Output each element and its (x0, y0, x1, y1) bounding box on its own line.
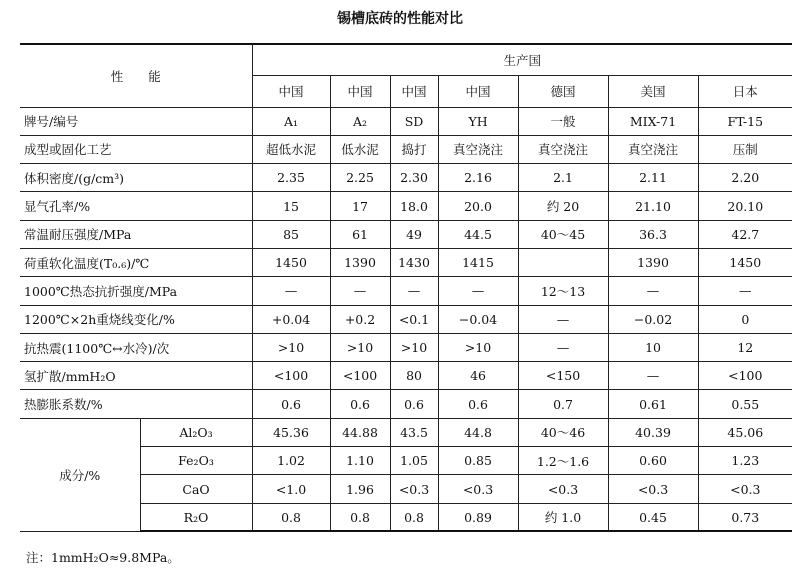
table-cell: 44.8 (438, 418, 518, 446)
table-cell: 61 (330, 220, 390, 248)
table-cell: <100 (698, 362, 792, 390)
property-label: 热膨胀系数/% (20, 390, 252, 418)
table-cell: 40.39 (608, 418, 698, 446)
table-cell: 低水泥 (330, 135, 390, 163)
table-cell: 2.20 (698, 164, 792, 192)
table-cell: 12 (698, 333, 792, 361)
table-cell: <0.1 (390, 305, 438, 333)
table-row (20, 164, 792, 192)
table-cell: 21.10 (608, 192, 698, 220)
table-cell: <0.3 (438, 475, 518, 503)
table-cell: 2.30 (390, 164, 438, 192)
table-cell: 1.10 (330, 447, 390, 475)
table-cell: 42.7 (698, 220, 792, 248)
table-cell: 0.6 (390, 390, 438, 418)
table-cell: 1390 (608, 248, 698, 276)
property-label: 显气孔率/% (20, 192, 252, 220)
property-label: 体积密度/(g/cm³) (20, 164, 252, 192)
property-label: 抗热震(1100℃↔水冷)/次 (20, 333, 252, 361)
table-cell: 约 1.0 (518, 503, 608, 531)
table-row (20, 362, 792, 390)
table-cell: 1450 (252, 248, 330, 276)
table-row (20, 418, 792, 446)
table-cell: 10 (608, 333, 698, 361)
table-cell: 85 (252, 220, 330, 248)
table-cell: — (698, 277, 792, 305)
table-cell: 压制 (698, 135, 792, 163)
table-cell: +0.04 (252, 305, 330, 333)
country-header: 德国 (518, 75, 608, 107)
component-label: CaO (140, 475, 252, 503)
table-cell: 45.06 (698, 418, 792, 446)
table-cell: 0.55 (698, 390, 792, 418)
table-cell: −0.04 (438, 305, 518, 333)
table-cell: — (330, 277, 390, 305)
table-cell: 0.89 (438, 503, 518, 531)
table-cell: 0.8 (390, 503, 438, 531)
table-cell (518, 248, 608, 276)
table-cell: 0.6 (438, 390, 518, 418)
table-cell: <150 (518, 362, 608, 390)
table-cell: 44.5 (438, 220, 518, 248)
table-cell: 15 (252, 192, 330, 220)
table-cell: <0.3 (390, 475, 438, 503)
table-cell: 45.36 (252, 418, 330, 446)
table-cell: 0.7 (518, 390, 608, 418)
table-cell: 真空浇注 (518, 135, 608, 163)
table-cell: — (518, 333, 608, 361)
table-row (20, 107, 792, 135)
table-cell: — (608, 362, 698, 390)
table-row (20, 248, 792, 276)
table-cell: 0.6 (330, 390, 390, 418)
table-title: 锡槽底砖的性能对比 (337, 11, 463, 27)
table-cell: SD (390, 107, 438, 135)
table-cell: A₂ (330, 107, 390, 135)
table-cell: A₁ (252, 107, 330, 135)
footnote: 注：1mmH₂O≈9.8MPa。 (26, 550, 180, 565)
table-cell: 2.25 (330, 164, 390, 192)
table-cell: 1.2～1.6 (518, 447, 608, 475)
table-cell: 49 (390, 220, 438, 248)
table-cell: 40～45 (518, 220, 608, 248)
table-cell: 0.8 (252, 503, 330, 531)
table-cell: — (252, 277, 330, 305)
table-row (20, 390, 792, 418)
country-header: 中国 (438, 75, 518, 107)
table-row (20, 333, 792, 361)
table-cell: 1.23 (698, 447, 792, 475)
table-cell: −0.02 (608, 305, 698, 333)
table-cell: 1.02 (252, 447, 330, 475)
table-cell: 43.5 (390, 418, 438, 446)
property-label: 荷重软化温度(T₀.₆)/℃ (20, 248, 252, 276)
table-cell: 1.05 (390, 447, 438, 475)
table-cell: 约 20 (518, 192, 608, 220)
table-cell: 捣打 (390, 135, 438, 163)
country-header: 中国 (330, 75, 390, 107)
table-cell: <100 (252, 362, 330, 390)
table-cell: 真空浇注 (438, 135, 518, 163)
table-row (20, 305, 792, 333)
table-cell: 超低水泥 (252, 135, 330, 163)
table-cell: 1.96 (330, 475, 390, 503)
property-label: 牌号/编号 (20, 107, 252, 135)
table-cell: >10 (330, 333, 390, 361)
table-cell: 80 (390, 362, 438, 390)
property-header: 性 能 (20, 44, 252, 107)
component-label: R₂O (140, 503, 252, 531)
property-label: 成型或固化工艺 (20, 135, 252, 163)
table-cell: 2.11 (608, 164, 698, 192)
table-row (20, 220, 792, 248)
table-cell: — (438, 277, 518, 305)
table-row (20, 135, 792, 163)
composition-label: 成分/% (20, 418, 140, 531)
table-cell: 36.3 (608, 220, 698, 248)
table-cell: — (390, 277, 438, 305)
table-cell: 0.6 (252, 390, 330, 418)
table-cell: 12～13 (518, 277, 608, 305)
country-header: 日本 (698, 75, 792, 107)
table-cell: 0.8 (330, 503, 390, 531)
table-cell: 46 (438, 362, 518, 390)
property-label: 氢扩散/mmH₂O (20, 362, 252, 390)
table-cell: FT-15 (698, 107, 792, 135)
property-label: 常温耐压强度/MPa (20, 220, 252, 248)
table-cell: 2.35 (252, 164, 330, 192)
table-cell: 1390 (330, 248, 390, 276)
properties-table (20, 43, 792, 532)
table-cell: 40～46 (518, 418, 608, 446)
table-cell: >10 (252, 333, 330, 361)
table-cell: 20.10 (698, 192, 792, 220)
table-cell: 1430 (390, 248, 438, 276)
table-cell: MIX-71 (608, 107, 698, 135)
country-header: 美国 (608, 75, 698, 107)
table-cell: 2.1 (518, 164, 608, 192)
table-cell: 17 (330, 192, 390, 220)
table-cell: 1415 (438, 248, 518, 276)
component-label: Al₂O₃ (140, 418, 252, 446)
table-cell: >10 (390, 333, 438, 361)
table-cell: — (518, 305, 608, 333)
property-label: 1000℃热态抗折强度/MPa (20, 277, 252, 305)
table-cell: 真空浇注 (608, 135, 698, 163)
table-cell: 1450 (698, 248, 792, 276)
table-cell: 0.85 (438, 447, 518, 475)
table-cell: 20.0 (438, 192, 518, 220)
table-row (20, 277, 792, 305)
country-group-header: 生产国 (252, 44, 792, 75)
table-cell: <0.3 (518, 475, 608, 503)
table-cell: 44.88 (330, 418, 390, 446)
table-cell: 18.0 (390, 192, 438, 220)
table-cell: 0.60 (608, 447, 698, 475)
table-cell: 0.61 (608, 390, 698, 418)
table-cell: 0 (698, 305, 792, 333)
table-cell: +0.2 (330, 305, 390, 333)
table-cell: YH (438, 107, 518, 135)
table-cell: 2.16 (438, 164, 518, 192)
country-header: 中国 (252, 75, 330, 107)
table-cell: — (608, 277, 698, 305)
table-cell: <100 (330, 362, 390, 390)
table-cell: <0.3 (698, 475, 792, 503)
table-cell: 0.45 (608, 503, 698, 531)
table-cell: <0.3 (608, 475, 698, 503)
table-row (20, 192, 792, 220)
table-cell: <1.0 (252, 475, 330, 503)
table-cell: 一般 (518, 107, 608, 135)
country-header: 中国 (390, 75, 438, 107)
table-cell: >10 (438, 333, 518, 361)
property-label: 1200℃×2h重烧线变化/% (20, 305, 252, 333)
table-cell: 0.73 (698, 503, 792, 531)
component-label: Fe₂O₃ (140, 447, 252, 475)
